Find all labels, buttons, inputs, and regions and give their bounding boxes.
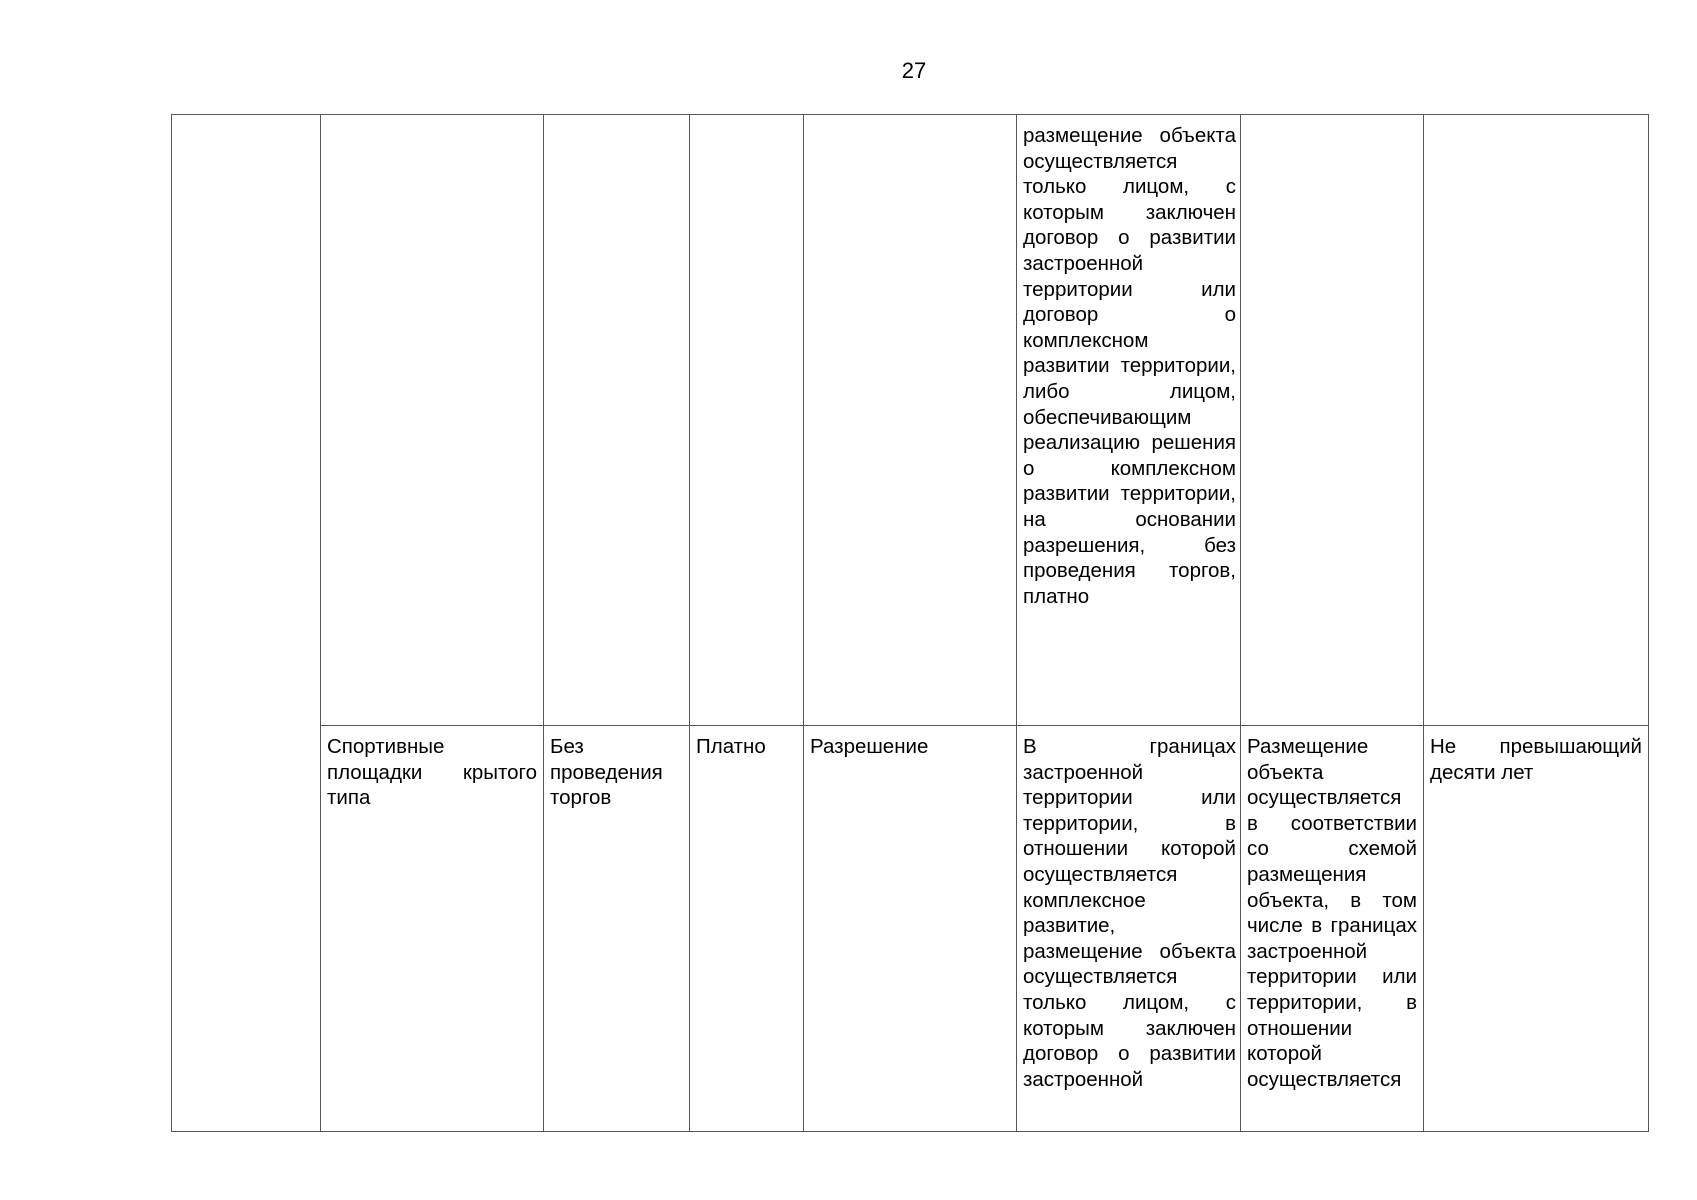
table-cell-procedure [544, 115, 690, 726]
table-cell-term [1424, 115, 1649, 726]
table-row [172, 726, 1649, 1132]
table-cell-conditions: В границах застроенной территории или территории, в отношении которой осуществляется комплексное развитие, размещение объекта осуществляется только лицом, с которым заключен договор о развитии застроенной [1017, 726, 1241, 1132]
table-cell-payment: Платно [690, 726, 804, 1132]
table-cell-object-type: Спортивные площадки крытого типа [321, 726, 544, 1132]
table-cell-category [172, 115, 321, 1132]
table-row [172, 115, 1649, 726]
table-cell-conditions: размещение объекта осуществляется только лицом, с которым заключен договор о развитии застроенной территории или договор о комплексном развитии территории, либо лицом, обеспечивающим реализацию решения о комплексном развитии территории, на основании разрешения, без проведения торгов, платно [1017, 115, 1241, 726]
document-table [171, 114, 1649, 1132]
table-cell-procedure: Без проведения торгов [544, 726, 690, 1132]
page-number: 27 [901, 58, 927, 83]
table-cell-placement [1241, 115, 1424, 726]
table-cell-payment [690, 115, 804, 726]
table-cell-document [804, 115, 1017, 726]
table-cell-document: Разрешение [804, 726, 1017, 1132]
table-cell-object-type [321, 115, 544, 726]
table-cell-placement: Размещение объекта осуществляется в соответствии со схемой размещения объекта, в том числе в границах застроенной территории или территории, в отношении которой осуществляется [1241, 726, 1424, 1132]
table-cell-term: Не превышающий десяти лет [1424, 726, 1649, 1132]
